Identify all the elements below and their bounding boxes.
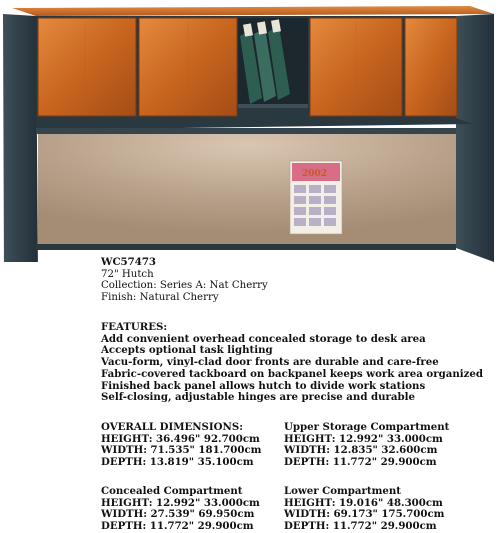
overall-dimensions-title: OVERALL DIMENSIONS: [101, 421, 243, 433]
product-photo [0, 0, 500, 262]
feature-item: Add convenient overhead concealed storage to desk area [101, 332, 426, 345]
tackboard [38, 134, 456, 244]
upper-storage-depth: DEPTH: 11.772" 29.900cm [284, 456, 437, 469]
features-heading: FEATURES: [101, 321, 168, 333]
feature-item: Vacu-form, vinyl-clad door fronts are durable and care-free [101, 356, 439, 369]
upper-storage-title: Upper Storage Compartment [284, 421, 450, 433]
concealed-depth: DEPTH: 11.772" 29.900cm [101, 520, 254, 533]
upper-storage-height: HEIGHT: 12.992" 33.000cm [284, 432, 443, 445]
feature-item: Finished back panel allows hutch to divide work stations [101, 379, 426, 392]
overall-dimensions [101, 422, 261, 469]
concealed-title: Concealed Compartment [101, 485, 243, 497]
lower-depth: DEPTH: 11.772" 29.900cm [284, 520, 437, 533]
product-collection: Collection: Series A: Nat Cherry [101, 280, 268, 292]
left-side-panel [3, 14, 38, 262]
upper-storage-width: WIDTH: 12.835" 32.600cm [284, 444, 438, 457]
hutch-top [12, 6, 494, 16]
door-4 [405, 18, 457, 116]
lower-dimensions [284, 486, 444, 533]
calendar-year: 2002 [302, 169, 328, 179]
product-finish: Finish: Natural Cherry [101, 292, 219, 304]
product-sku: WC57473 [101, 256, 156, 268]
door-1 [38, 18, 136, 116]
concealed-height: HEIGHT: 12.992" 33.000cm [101, 496, 260, 509]
overall-width: WIDTH: 71.535" 181.700cm [101, 444, 262, 457]
right-side-panel [456, 14, 494, 262]
concealed-width: WIDTH: 27.539" 69.950cm [101, 508, 255, 521]
feature-item: Accepts optional task lighting [101, 344, 273, 357]
product-info [101, 257, 268, 304]
overall-depth: DEPTH: 13.819" 35.100cm [101, 456, 254, 469]
product-name: 72" Hutch [101, 268, 154, 280]
upper-storage-dimensions [284, 422, 449, 469]
feature-item: Fabric-covered tackboard on backpanel keeps work area organized [101, 367, 483, 380]
lower-height: HEIGHT: 19.016" 48.300cm [284, 496, 443, 509]
lower-width: WIDTH: 69.173" 175.700cm [284, 508, 445, 521]
overall-height: HEIGHT: 36.496" 92.700cm [101, 432, 260, 445]
feature-item: Self-closing, adjustable hinges are precise and durable [101, 391, 415, 404]
calendar [290, 161, 342, 234]
features-section [101, 322, 483, 404]
lower-title: Lower Compartment [284, 485, 401, 497]
cubby-shelf [238, 104, 308, 108]
concealed-dimensions [101, 486, 260, 533]
bottom-rail [36, 244, 456, 250]
